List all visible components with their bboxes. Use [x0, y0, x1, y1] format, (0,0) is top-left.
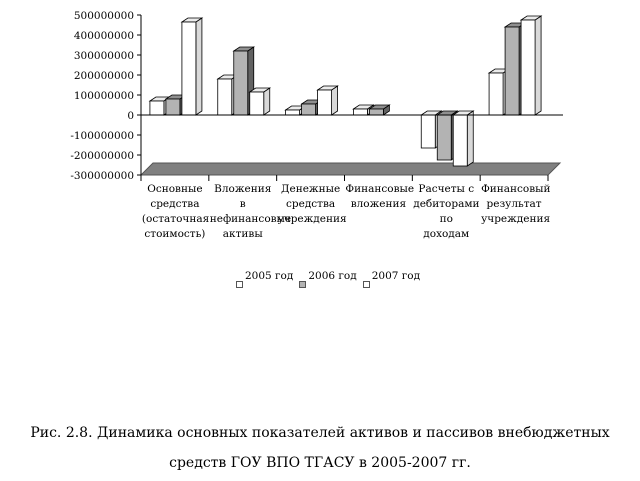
y-tick-label-3: 200000000: [73, 70, 134, 82]
figure-caption-line-2: средств ГОУ ВПО ТГАСУ в 2005-2007 гг.: [169, 455, 471, 471]
bar-2005-год-cat-1: [218, 79, 232, 115]
bar-2007-год-cat-1-side: [264, 88, 270, 115]
legend-label-2006: 2006 год: [308, 270, 357, 282]
bar-2007-год-cat-5: [521, 20, 535, 115]
bar-2005-год-cat-0: [150, 101, 164, 115]
bar-2007-год-cat-0-side: [196, 18, 202, 115]
y-tick-label-1: 400000000: [73, 30, 134, 42]
legend-swatch-2005: [236, 281, 243, 288]
bar-2005-год-cat-2: [286, 110, 300, 115]
legend-label-2005: 2005 год: [245, 270, 294, 282]
category-label-0: Основные средства (остаточная стоимость): [141, 183, 210, 240]
legend-item-2006: [299, 270, 356, 288]
category-label-4: Расчеты с дебиторами по доходам: [413, 183, 480, 240]
category-label-3: Финансовые вложения: [345, 183, 415, 210]
legend: [236, 270, 420, 288]
legend-swatch-2006: [299, 281, 306, 288]
bar-2006-год-cat-0: [166, 99, 180, 115]
bar-2007-год-cat-0: [182, 22, 196, 115]
y-tick-label-4: 100000000: [73, 90, 134, 102]
bar-2006-год-cat-4: [437, 115, 451, 160]
category-label-2: Денежные средства учреждения: [277, 183, 347, 225]
legend-label-2007: 2007 год: [371, 270, 421, 282]
bar-2007-год-cat-2-side: [332, 86, 338, 115]
bar-2006-год-cat-5: [505, 27, 519, 115]
y-tick-label-5: 0: [127, 110, 134, 122]
legend-item-2007: [363, 270, 420, 288]
y-tick-label-0: 500000000: [73, 10, 134, 22]
bar-2006-год-cat-2: [302, 104, 316, 115]
figure-caption-line-1: Рис. 2.8. Динамика основных показателей активов и пассивов внебюджетных: [30, 425, 610, 441]
category-label-5: Финансовый результат учреждения: [481, 183, 551, 225]
legend-swatch-2007: [363, 281, 370, 288]
bar-2007-год-cat-4-side: [467, 111, 473, 166]
bar-2007-год-cat-2: [318, 90, 332, 115]
bar-2007-год-cat-1: [250, 92, 264, 115]
bar-2005-год-cat-5: [489, 73, 503, 115]
category-label-1: Вложения в нефинансовые активы: [209, 183, 292, 240]
y-tick-label-6: -100000000: [70, 130, 134, 142]
bar-2006-год-cat-3: [369, 109, 383, 115]
y-tick-label-8: -300000000: [70, 170, 134, 182]
y-tick-label-2: 300000000: [73, 50, 134, 62]
bar-2007-год-cat-5-side: [535, 16, 541, 115]
legend-item-2005: [236, 270, 293, 288]
bar-2005-год-cat-4: [421, 115, 435, 148]
chart-floor: [141, 163, 560, 175]
y-tick-label-7: -200000000: [70, 150, 134, 162]
bar-2007-год-cat-4: [453, 115, 467, 166]
bar-2005-год-cat-3: [353, 109, 367, 115]
bar-2006-год-cat-1: [234, 51, 248, 115]
